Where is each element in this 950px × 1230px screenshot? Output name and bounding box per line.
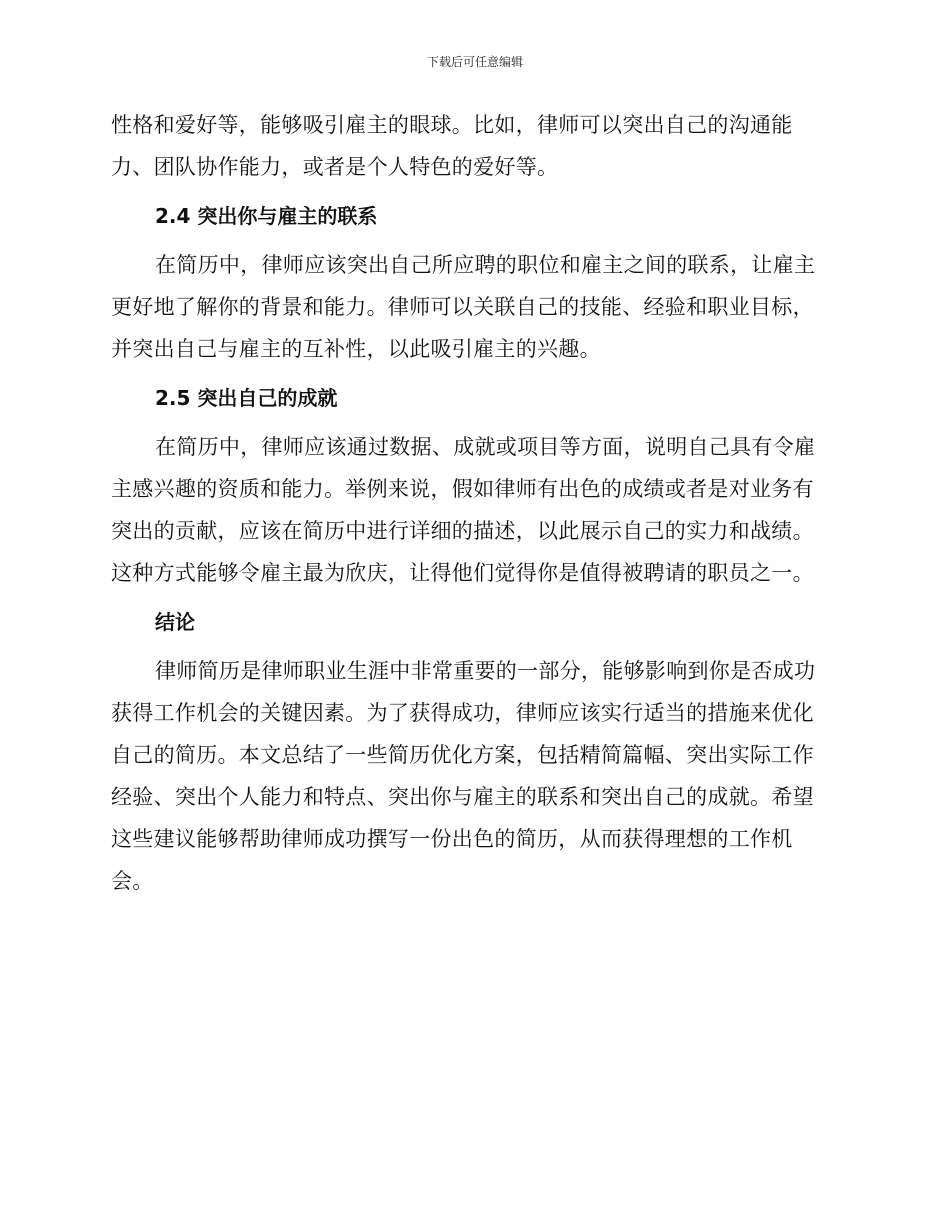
paragraph-2-4: 在简历中，律师应该突出自己所应聘的职位和雇主之间的联系，让雇主更好地了解你的背景和能力。律师可以关联自己的技能、经验和职业目标，并突出自己与雇主的互补性，以此吸引雇主的兴趣。 xyxy=(111,253,816,361)
section-heading-2-4: 2.4 突出你与雇主的联系 xyxy=(155,204,378,228)
section-heading-conclusion: 结论 xyxy=(155,610,195,634)
section-heading-2-5: 2.5 突出自己的成就 xyxy=(155,386,338,410)
paragraph-2-5: 在简历中，律师应该通过数据、成就或项目等方面，说明自己具有令雇主感兴趣的资质和能力。举例来说，假如律师有出色的成绩或者是对业务有突出的贡献，应该在简历中进行详细的描述，以此展示自己的实力和战绩。这种方式能够令雇主最为欣庆，让得他们觉得你是值得被聘请的职员之一。 xyxy=(111,435,816,585)
page-header: 下载后可任意编辑 xyxy=(426,55,523,69)
document-body xyxy=(111,104,833,902)
paragraph-intro: 性格和爱好等，能够吸引雇主的眼球。比如，律师可以突出自己的沟通能力、团队协作能力，或者是个人特色的爱好等。 xyxy=(111,113,793,179)
paragraph-conclusion: 律师简历是律师职业生涯中非常重要的一部分，能够影响到你是否成功获得工作机会的关键因素。为了获得成功，律师应该实行适当的措施来优化自己的简历。本文总结了一些简历优化方案，包括精简篇幅、突出实际工作经验、突出个人能力和特点、突出你与雇主的联系和突出自己的成就。希望这些建议能够帮助律师成功撰写一份出色的简历，从而获得理想的工作机会。 xyxy=(111,659,816,893)
